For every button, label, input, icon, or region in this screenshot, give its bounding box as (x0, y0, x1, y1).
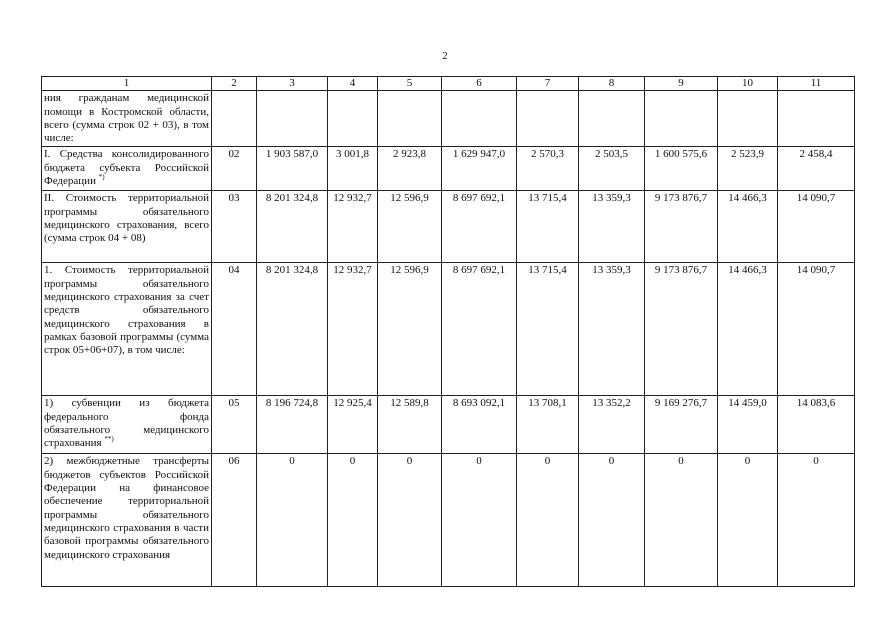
value-cell: 1 600 575,6 (645, 147, 718, 191)
row-code: 06 (212, 454, 257, 587)
value-cell: 12 925,4 (328, 396, 378, 454)
value-cell: 2 923,8 (378, 147, 442, 191)
row-label: ния гражданам медицинской помощи в Костромской области, всего (сумма строк 02 + 03), в том числе: (42, 91, 212, 147)
value-cell: 13 715,4 (517, 191, 579, 263)
column-header: 2 (212, 77, 257, 91)
value-cell: 2 570,3 (517, 147, 579, 191)
table-row (42, 91, 855, 147)
column-header: 4 (328, 77, 378, 91)
value-cell: 2 523,9 (718, 147, 778, 191)
value-cell: 2 458,4 (778, 147, 855, 191)
value-cell: 9 173 876,7 (645, 191, 718, 263)
value-cell: 12 596,9 (378, 191, 442, 263)
row-code: 02 (212, 147, 257, 191)
page-number: 2 (442, 50, 448, 62)
row-code: 04 (212, 263, 257, 396)
row-label: 1) субвенции из бюджета федерального фонда обязательного медицинского страхования **) (42, 396, 212, 454)
column-header: 5 (378, 77, 442, 91)
footnote-mark: **) (104, 435, 114, 444)
value-cell (442, 91, 517, 147)
value-cell: 8 196 724,8 (257, 396, 328, 454)
value-cell (517, 91, 579, 147)
value-cell: 9 173 876,7 (645, 263, 718, 396)
value-cell (645, 91, 718, 147)
value-cell: 8 697 692,1 (442, 263, 517, 396)
value-cell: 13 708,1 (517, 396, 579, 454)
value-cell: 14 090,7 (778, 191, 855, 263)
table-row (42, 396, 855, 454)
value-cell: 0 (442, 454, 517, 587)
column-header: 10 (718, 77, 778, 91)
value-cell: 8 697 692,1 (442, 191, 517, 263)
value-cell: 1 903 587,0 (257, 147, 328, 191)
value-cell: 13 359,3 (579, 263, 645, 396)
row-code: 05 (212, 396, 257, 454)
value-cell: 0 (378, 454, 442, 587)
value-cell: 8 693 092,1 (442, 396, 517, 454)
column-header: 6 (442, 77, 517, 91)
value-cell (257, 91, 328, 147)
value-cell: 12 596,9 (378, 263, 442, 396)
row-label: II. Стоимость территориальной программы обязательного медицинского страхования, всего (сумма строк 04 + 08) (42, 191, 212, 263)
table-row (42, 147, 855, 191)
value-cell: 13 359,3 (579, 191, 645, 263)
value-cell: 12 932,7 (328, 191, 378, 263)
table-row (42, 191, 855, 263)
value-cell: 0 (257, 454, 328, 587)
row-label: 1. Стоимость территориальной программы обязательного медицинского страхования за счет средств обязательного медицинского страхования в рамках базовой программы (сумма строк 05+06+07), в том числе: (42, 263, 212, 396)
row-label: I. Средства консолидированного бюджета субъекта Российской Федерации *) (42, 147, 212, 191)
value-cell: 3 001,8 (328, 147, 378, 191)
column-header: 3 (257, 77, 328, 91)
table-row (42, 454, 855, 587)
column-header: 7 (517, 77, 579, 91)
value-cell: 0 (579, 454, 645, 587)
value-cell (378, 91, 442, 147)
value-cell: 0 (328, 454, 378, 587)
value-cell: 0 (645, 454, 718, 587)
value-cell: 0 (718, 454, 778, 587)
value-cell (778, 91, 855, 147)
row-code (212, 91, 257, 147)
row-label: 2) межбюджетные трансферты бюджетов субъектов Российской Федерации на финансовое обеспечение территориальной программы обязательного медицинского страхования в части базовой программы обязательного медицинского страхования (42, 454, 212, 587)
value-cell: 2 503,5 (579, 147, 645, 191)
column-header: 11 (778, 77, 855, 91)
footnote-mark: *) (98, 173, 105, 182)
value-cell: 12 932,7 (328, 263, 378, 396)
value-cell: 14 459,0 (718, 396, 778, 454)
value-cell: 14 466,3 (718, 191, 778, 263)
budget-table (41, 76, 855, 587)
value-cell: 13 352,2 (579, 396, 645, 454)
value-cell: 9 169 276,7 (645, 396, 718, 454)
value-cell (718, 91, 778, 147)
header-row (42, 77, 855, 91)
value-cell: 12 589,8 (378, 396, 442, 454)
column-header: 1 (42, 77, 212, 91)
table-row (42, 263, 855, 396)
value-cell: 13 715,4 (517, 263, 579, 396)
value-cell: 0 (778, 454, 855, 587)
value-cell: 14 466,3 (718, 263, 778, 396)
value-cell (328, 91, 378, 147)
value-cell: 1 629 947,0 (442, 147, 517, 191)
value-cell: 8 201 324,8 (257, 263, 328, 396)
row-code: 03 (212, 191, 257, 263)
value-cell: 14 090,7 (778, 263, 855, 396)
column-header: 9 (645, 77, 718, 91)
value-cell: 0 (517, 454, 579, 587)
value-cell: 14 083,6 (778, 396, 855, 454)
value-cell: 8 201 324,8 (257, 191, 328, 263)
column-header: 8 (579, 77, 645, 91)
value-cell (579, 91, 645, 147)
